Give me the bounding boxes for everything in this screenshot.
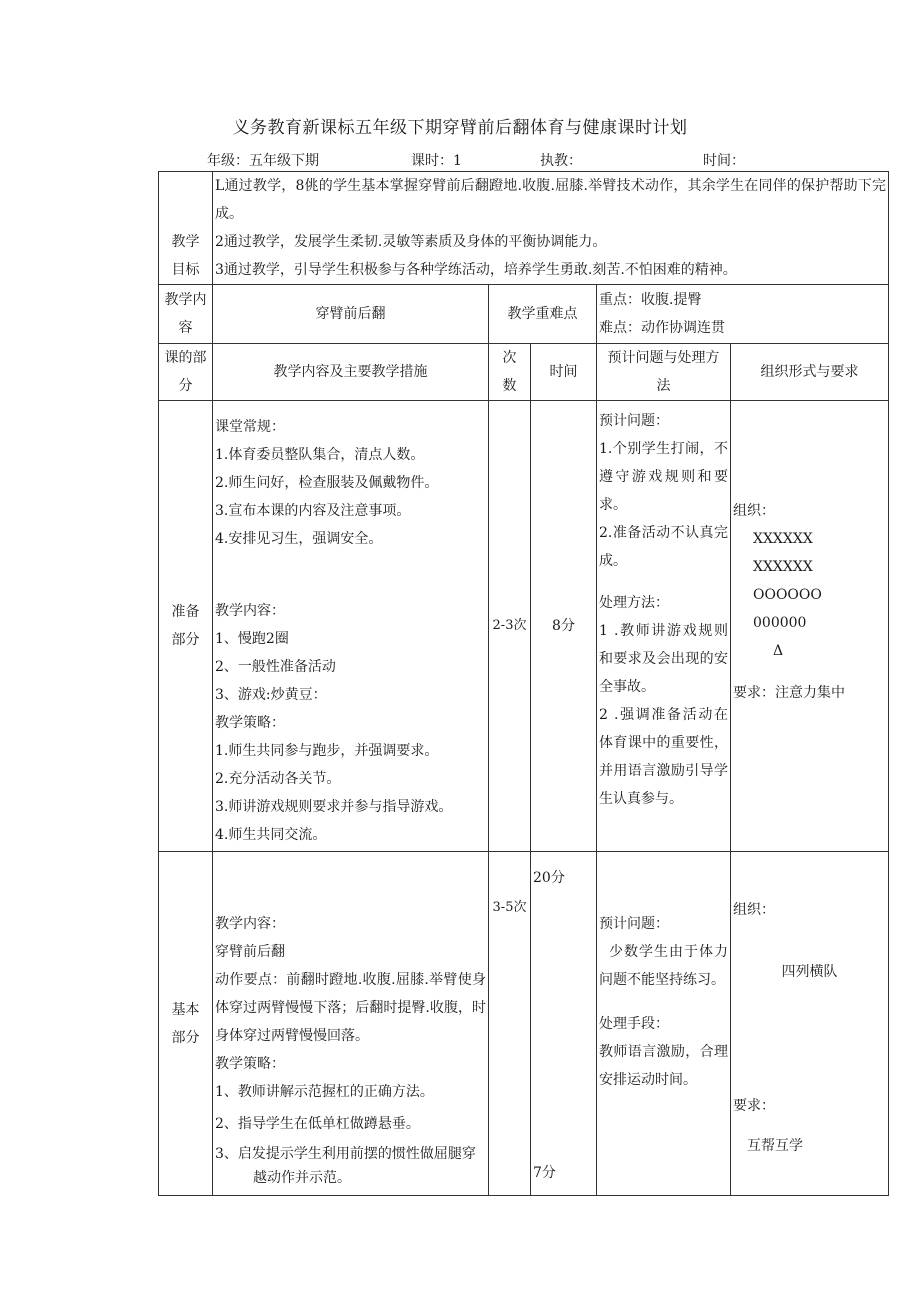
prep-strategy-item: 2.充分活动各关节。 <box>215 771 341 787</box>
spacer <box>215 553 486 597</box>
basic-problem: 少数学生由于体力问题不能坚持练习。 <box>599 944 728 988</box>
prep-strategy-title: 教学策略： <box>215 715 285 731</box>
basic-times: 3-5次 <box>489 852 531 1196</box>
period-label: 课时：1 <box>411 153 462 169</box>
routine-item: 4.安排见习生，强调安全。 <box>215 531 383 547</box>
content-row <box>159 285 889 344</box>
objective-item: L通过教学，8佻的学生基本掌握穿臂前后翻蹬地.收腹.屈膝.举臂技术动作，其余学生在同伴的保护帮助下完成。 <box>215 178 887 222</box>
key-point: 重点：收腹.提臀 <box>599 292 702 308</box>
basic-problems-title: 预计问题： <box>599 916 669 932</box>
spacer <box>733 665 886 679</box>
basic-strategy-item: 2、指导学生在低单杠做蹲悬垂。 <box>215 1116 420 1132</box>
prep-content-item: 2、一般性准备活动 <box>215 659 336 675</box>
lesson-plan-table <box>158 171 889 1196</box>
basic-duration <box>531 852 597 1196</box>
formation-row: OOOOOO <box>753 587 822 603</box>
basic-requirement: 互帮互学 <box>747 1138 803 1154</box>
basic-section-row <box>159 852 889 1196</box>
routine-item: 3.宣布本课的内容及注意事项。 <box>215 503 411 519</box>
basic-part-label: 基本 部分 <box>159 852 213 1196</box>
prep-method-item: 1 .教师讲游戏规则和要求及会出现的安全事故。 <box>599 623 728 695</box>
objective-item: 3通过教学，引导学生积极参与各种学练活动，培养学生勇敢.刻苦.不怕困难的精神。 <box>215 262 737 278</box>
prep-times: 2-3次 <box>489 401 531 852</box>
difficulty-point: 难点：动作协调连贯 <box>599 320 725 336</box>
time-label: 时间： <box>703 153 745 169</box>
keypoint-value <box>597 285 889 344</box>
prep-content-item: 1、慢跑2圈 <box>215 631 289 647</box>
prep-problems-title: 预计问题： <box>599 413 669 429</box>
basic-methods-title: 处理手段： <box>599 1016 669 1032</box>
basic-method: 教师语言激励，合理安排运动时间。 <box>599 1044 728 1088</box>
basic-strategy-item: 1、教师讲解示范握杠的正确方法。 <box>215 1084 434 1100</box>
col-times: 次 数 <box>489 344 531 401</box>
routine-item: 2.师生问好，检查服装及佩戴物件。 <box>215 475 439 491</box>
prep-problem-item: 2.准备活动不认真完成。 <box>599 525 728 569</box>
col-part: 课的部 分 <box>159 344 213 401</box>
prep-content <box>213 401 489 852</box>
col-content: 教学内容及主要教学措施 <box>213 344 489 401</box>
routine-title: 课堂常规： <box>215 419 285 435</box>
prep-organization <box>731 401 889 852</box>
basic-org-title: 组织： <box>733 902 775 918</box>
prep-methods-title: 处理方法： <box>599 595 669 611</box>
prep-org-title: 组织： <box>733 503 775 519</box>
prep-problems <box>597 401 731 852</box>
col-organization: 组织形式与要求 <box>731 344 889 401</box>
basic-formation: 四列横队 <box>781 964 838 980</box>
formation-row: XXXXXX <box>753 531 813 547</box>
prep-duration: 8分 <box>531 401 597 852</box>
spacer <box>733 986 886 1092</box>
prep-part-label: 准备 部分 <box>159 401 213 852</box>
basic-requirement-title: 要求： <box>733 1098 775 1114</box>
prep-section-row <box>159 401 889 852</box>
basic-content <box>213 852 489 1196</box>
prep-method-item: 2 .强调准备活动在体育课中的重要性，并用语言激励引导学生认真参与。 <box>599 707 728 807</box>
basic-strategy-title: 教学策略： <box>215 1056 285 1072</box>
content-value: 穿臂前后翻 <box>213 285 489 344</box>
objectives-label: 教学 目标 <box>159 172 213 285</box>
basic-content-name: 穿臂前后翻 <box>215 944 285 960</box>
objective-item: 2通过教学，发展学生柔韧.灵敏等素质及身体的平衡协调能力。 <box>215 234 607 250</box>
column-header-row <box>159 344 889 401</box>
basic-duration-2: 7分 <box>533 1165 556 1181</box>
spacer <box>599 575 728 589</box>
basic-strategy-item: 3、启发提示学生利用前摆的惯性做屈腿穿越动作并示范。 <box>215 1146 476 1186</box>
formation-row: XXXXXX <box>753 559 813 575</box>
basic-duration-1: 20分 <box>533 870 565 886</box>
teacher-label: 执教： <box>540 153 582 169</box>
lesson-header <box>0 150 920 170</box>
prep-content-item: 3、游戏:炒黄豆： <box>215 687 327 703</box>
formation-row: 000000 <box>753 615 807 631</box>
prep-content-title: 教学内容： <box>215 603 285 619</box>
basic-content-title: 教学内容： <box>215 916 285 932</box>
prep-strategy-item: 4.师生共同交流。 <box>215 827 327 843</box>
spacer <box>733 1120 886 1132</box>
basic-problems <box>597 852 731 1196</box>
keypoint-label: 教学重难点 <box>489 285 597 344</box>
prep-problem-item: 1.个别学生打闹，不遵守游戏规则和要求。 <box>599 441 728 513</box>
col-duration: 时间 <box>531 344 597 401</box>
spacer <box>733 924 886 958</box>
prep-requirement: 要求：注意力集中 <box>733 685 845 701</box>
teacher-position: Δ <box>773 643 784 659</box>
grade-label: 年级：五年级下期 <box>207 153 319 169</box>
page-title: 义务教育新课标五年级下期穿臂前后翻体育与健康课时计划 <box>232 118 688 138</box>
prep-strategy-item: 3.师讲游戏规则要求并参与指导游戏。 <box>215 799 453 815</box>
prep-strategy-item: 1.师生共同参与跑步，并强调要求。 <box>215 743 439 759</box>
content-label: 教学内 容 <box>159 285 213 344</box>
basic-organization <box>731 852 889 1196</box>
col-problems: 预计问题与处理方 法 <box>597 344 731 401</box>
objectives-row <box>159 172 889 285</box>
routine-item: 1.体育委员整队集合，清点人数。 <box>215 447 425 463</box>
spacer <box>599 994 728 1010</box>
objectives-content <box>213 172 889 285</box>
basic-essentials: 动作要点：前翻时蹬地.收腹.屈膝.举臂使身体穿过两臂慢慢下落；后翻时提臀.收腹，时身体穿过两臂慢慢回落。 <box>215 972 486 1044</box>
